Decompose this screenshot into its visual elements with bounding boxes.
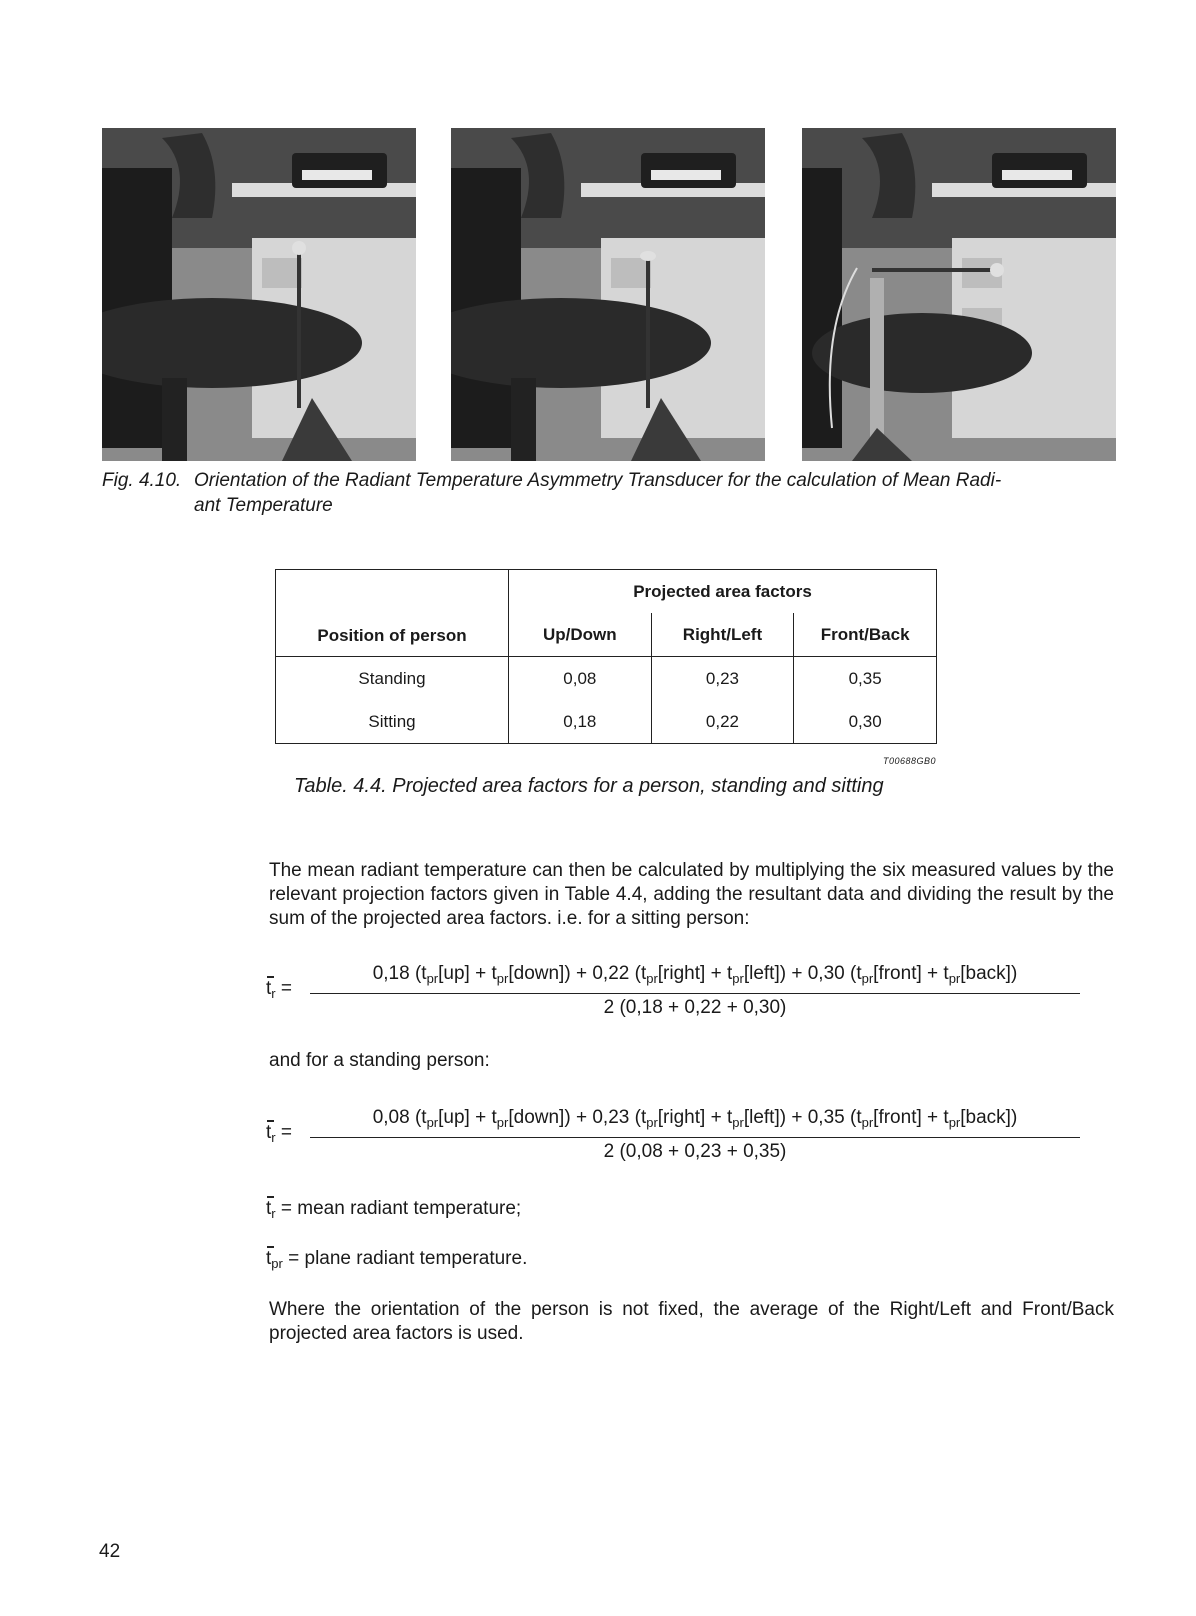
formula-fraction	[310, 962, 1080, 1020]
definition-mean-radiant: $t_r$ = mean radiant temperature;	[266, 1198, 522, 1221]
table-cell: 0,30	[794, 700, 937, 744]
figure-number: Fig. 4.10.	[102, 470, 182, 491]
table-caption: Table. 4.4. Projected area factors for a person, standing and sitting	[294, 775, 884, 797]
table-cell: 0,35	[794, 657, 937, 701]
figure-caption-line1: Orientation of the Radiant Temperature Asymmetry Transducer for the calculation of Mean Radi-	[194, 470, 1002, 491]
table-header-row-1	[276, 570, 937, 614]
table-cell: 0,23	[651, 657, 794, 701]
formula-numerator: 0,18 ($t_{pr}[up]$ + $t_{pr}[down]) + 0,22$ ($t_{pr}[right]$ + $t_{pr}[left]) + 0,30$ ($t_{pr}[front]$ + $t_{pr}[back]$)	[372, 963, 1018, 986]
photo-sensor-horizontal	[802, 128, 1116, 461]
paragraph-intro: The mean radiant temperature can then be calculated by multiplying the six measured values by the relevant projection factors given in Table 4.4, adding the resultant data and dividing the result by the sum of the projected area factors. i.e. for a sitting person:	[269, 860, 1114, 929]
photo-sensor-vertical	[102, 128, 416, 461]
row-label: Standing	[276, 657, 509, 701]
formula-denominator: 2 (0,08 + 0,23 + 0,35)	[603, 1141, 787, 1162]
photo-strip	[102, 128, 1118, 461]
table-code: T00688GB0	[882, 756, 936, 766]
projected-area-factors-table	[275, 569, 937, 744]
table-row	[276, 657, 937, 701]
formula-lhs: $t_r$ =	[266, 1122, 293, 1145]
table-cell: 0,22	[651, 700, 794, 744]
definition-plane-radiant: $t_{pr}$ = plane radiant temperature.	[266, 1248, 528, 1271]
column-header: Up/Down	[508, 613, 651, 657]
formula-fraction	[310, 1106, 1080, 1164]
fraction-bar	[310, 993, 1080, 994]
formula-lhs: $t_r$ =	[266, 978, 293, 1001]
table-cell: 0,08	[508, 657, 651, 701]
paragraph-orientation: Where the orientation of the person is not fixed, the average of the Right/Left and Front/Back projected area factors is used.	[269, 1299, 1114, 1344]
fraction-bar	[310, 1137, 1080, 1138]
formula-numerator: 0,08 ($t_{pr}[up]$ + $t_{pr}[down]) + 0,23$ ($t_{pr}[right]$ + $t_{pr}[left]) + 0,35$ ($t_{pr}[front]$ + $t_{pr}[back]$)	[372, 1107, 1018, 1130]
table-cell: 0,18	[508, 700, 651, 744]
column-header: Front/Back	[794, 613, 937, 657]
group-header: Projected area factors	[508, 570, 936, 614]
column-header: Right/Left	[651, 613, 794, 657]
figure-caption-line2: ant Temperature	[194, 495, 333, 516]
formula-denominator: 2 (0,18 + 0,22 + 0,30)	[603, 997, 787, 1018]
figure-caption	[102, 468, 1122, 518]
row-label: Sitting	[276, 700, 509, 744]
table-row	[276, 700, 937, 744]
position-header: Position of person	[276, 570, 509, 657]
paragraph-standing: and for a standing person:	[269, 1050, 490, 1071]
page-number: 42	[99, 1541, 121, 1562]
photo-sensor-vertical-rotated	[451, 128, 765, 461]
